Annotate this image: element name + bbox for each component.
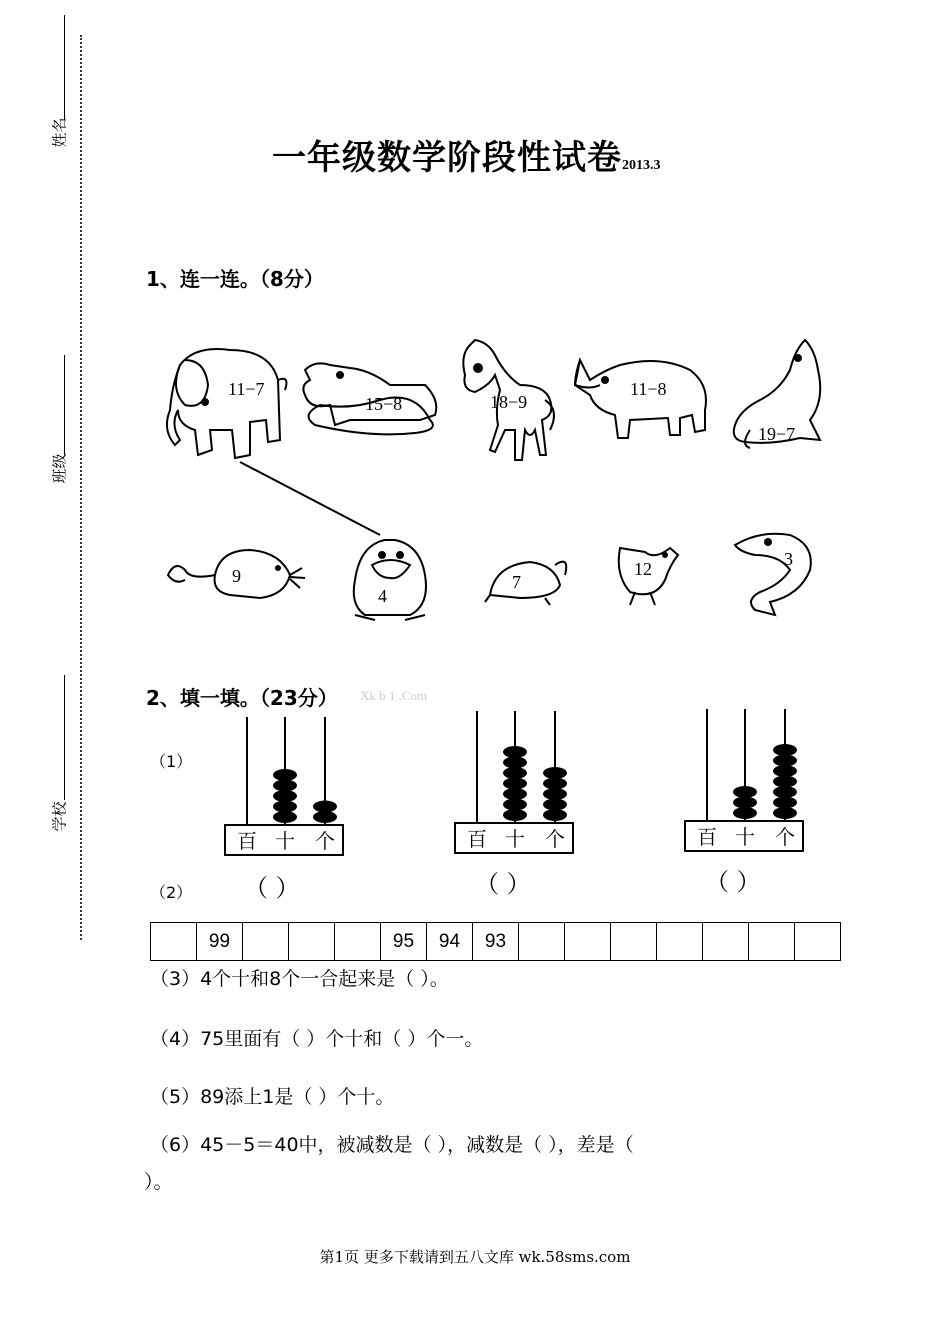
penguin-icon [354, 540, 426, 620]
sequence-cell[interactable] [657, 923, 703, 961]
q1-label: （1） [150, 752, 193, 771]
sequence-cell[interactable] [703, 923, 749, 961]
abacus-place-label: 个 [545, 829, 565, 851]
class-line [64, 355, 65, 455]
abacus-bead [503, 778, 527, 790]
abacus-place-label: 个 [315, 831, 335, 853]
abacus-bead [313, 801, 337, 813]
expr-elephant: 11−7 [228, 379, 265, 399]
abacus-bead [543, 778, 567, 790]
abacus-place-label: 百 [467, 829, 487, 851]
value-penguin: 4 [378, 586, 387, 606]
page-title [272, 130, 661, 179]
abacus-group [220, 705, 820, 865]
abacus-bead [773, 797, 797, 809]
abacus-bead [543, 809, 567, 821]
watermark: Xk b 1 .Com [360, 688, 428, 703]
sequence-cell[interactable] [749, 923, 795, 961]
sequence-cell[interactable] [565, 923, 611, 961]
value-dolphin: 3 [784, 549, 793, 569]
sequence-cell[interactable] [243, 923, 289, 961]
dolphin-icon [735, 534, 811, 615]
abacus-bead [543, 767, 567, 779]
question-3: （3）4个十和8个一合起来是（ ）。 [150, 968, 449, 990]
question-5: （5）89添上1是（ ）个十。 [150, 1086, 395, 1108]
rhino-icon [575, 360, 706, 438]
section1-heading: 1、连一连。（8分） [146, 267, 324, 291]
binding-dotted-line [80, 35, 82, 940]
value-turtle: 7 [512, 572, 521, 592]
question-6-line2: ）。 [144, 1171, 173, 1193]
name-label: 姓名 [50, 117, 69, 148]
abacus-bead [313, 811, 337, 823]
abacus-place-label: 百 [697, 827, 717, 849]
sequence-cell[interactable] [289, 923, 335, 961]
abacus-bead [503, 809, 527, 821]
title-main: 一年级数学阶段性试卷 [272, 138, 622, 178]
abacus-place-label: 十 [735, 827, 755, 849]
abacus-bead [773, 807, 797, 819]
value-chick: 12 [634, 559, 652, 579]
expr-horse: 18−9 [490, 392, 528, 412]
abacus-bead [733, 786, 757, 798]
elephant-icon [167, 349, 287, 458]
school-label: 学校 [50, 801, 69, 832]
abacus-bead [273, 769, 297, 781]
abacus-bead [733, 807, 757, 819]
abacus-place-label: 个 [775, 827, 795, 849]
abacus-bead [773, 786, 797, 798]
sequence-cell: 95 [381, 923, 427, 961]
sequence-cell[interactable] [519, 923, 565, 961]
abacus-bead [503, 757, 527, 769]
abacus-bead [273, 811, 297, 823]
matching-illustration [150, 330, 840, 630]
title-date: 2013.3 [622, 158, 661, 173]
answer-paren-1[interactable]: （ ） [244, 874, 300, 902]
abacus-bead [503, 746, 527, 758]
abacus-bead [543, 799, 567, 811]
abacus-bead [773, 765, 797, 777]
expr-hippo: 15−8 [365, 394, 403, 414]
abacus-bead [273, 790, 297, 802]
abacus-bead [733, 797, 757, 809]
abacus-bead [503, 788, 527, 800]
expr-rhino: 11−8 [630, 379, 667, 399]
abacus-bead [503, 799, 527, 811]
page-footer: 第1页 更多下载请到五八文库 wk.58sms.com [319, 1248, 631, 1266]
number-sequence-table [150, 922, 841, 961]
abacus-place-label: 十 [505, 829, 525, 851]
abacus-bead [773, 755, 797, 767]
abacus-place-label: 百 [237, 831, 257, 853]
q2-label: （2） [150, 883, 193, 902]
class-label: 班级 [50, 453, 69, 484]
abacus-bead [273, 801, 297, 813]
answer-paren-3[interactable]: （ ） [705, 868, 761, 896]
question-4: （4）75里面有（ ）个十和（ ）个一。 [150, 1028, 484, 1050]
sequence-cell: 94 [427, 923, 473, 961]
sequence-cell[interactable] [611, 923, 657, 961]
turtle-icon [485, 562, 566, 605]
connect-line [240, 462, 380, 535]
sequence-cell[interactable] [151, 923, 197, 961]
abacus-bead [543, 788, 567, 800]
abacus-bead [273, 780, 297, 792]
name-line [64, 15, 65, 120]
abacus-bead [773, 744, 797, 756]
abacus-bead [503, 767, 527, 779]
sequence-cell: 99 [197, 923, 243, 961]
sequence-cell[interactable] [795, 923, 841, 961]
section2-heading: 2、填一填。（23分） [146, 686, 338, 710]
value-mouse: 9 [232, 566, 241, 586]
question-6-line1: （6）45－5＝40中，被减数是（ ），减数是（ ），差是（ [150, 1134, 634, 1156]
expr-seal: 19−7 [758, 424, 796, 444]
school-line [64, 675, 65, 800]
sequence-cell[interactable] [335, 923, 381, 961]
abacus-bead [773, 776, 797, 788]
sequence-cell: 93 [473, 923, 519, 961]
abacus-place-label: 十 [275, 831, 295, 853]
answer-paren-2[interactable]: （ ） [475, 870, 531, 898]
